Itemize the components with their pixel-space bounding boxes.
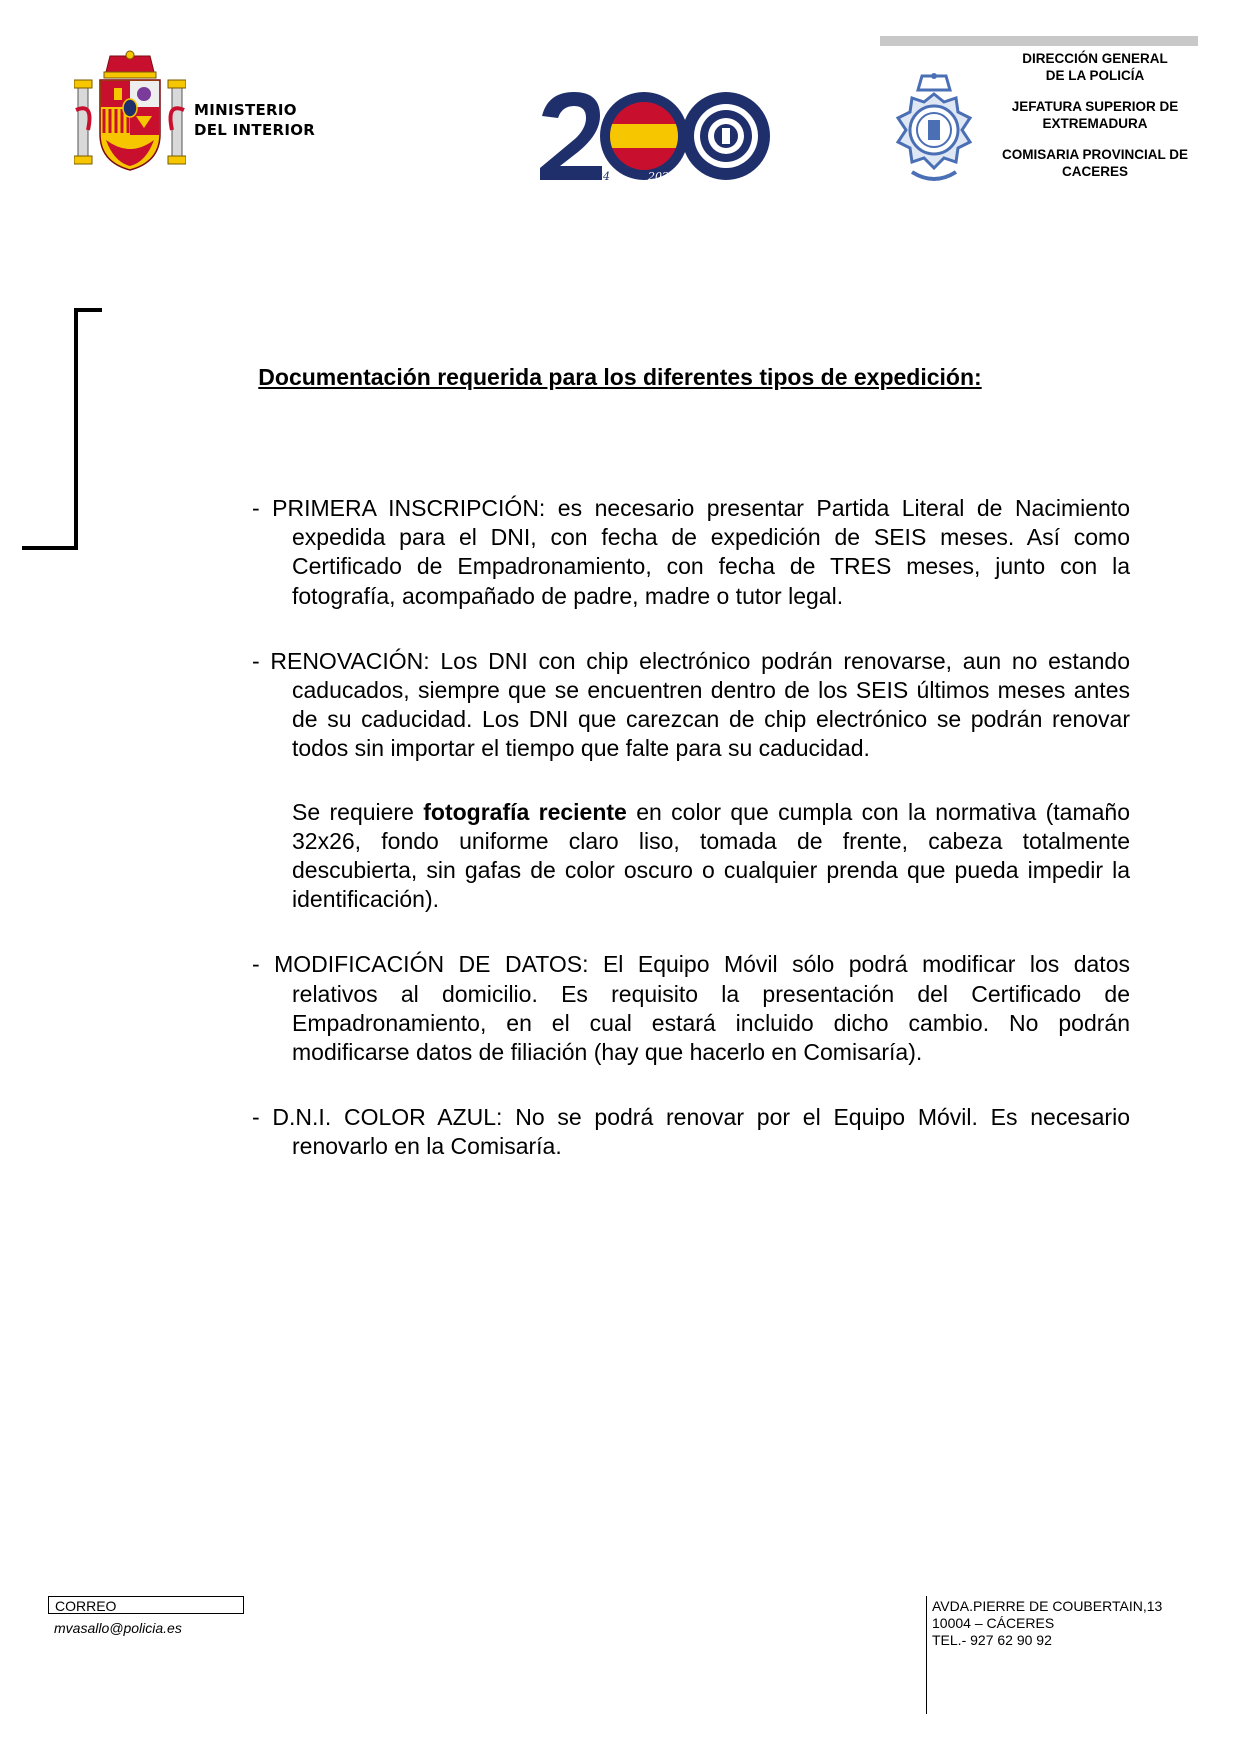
jefatura-line-2: EXTREMADURA bbox=[1042, 116, 1148, 131]
header-gray-bar bbox=[880, 36, 1198, 46]
document-title: Documentación requerida para los diferentes tipos de expedición: bbox=[258, 364, 982, 390]
item-fotografia bbox=[252, 798, 1130, 915]
jefatura-line-1: JEFATURA SUPERIOR DE bbox=[1011, 99, 1179, 114]
dg-line-1: DIRECCIÓN GENERAL bbox=[1022, 51, 1168, 66]
contact-email: mvasallo@policia.es bbox=[54, 1620, 182, 1636]
svg-text:2024: 2024 bbox=[648, 170, 676, 183]
anniversary-200-logo bbox=[538, 88, 774, 184]
item-modificacion-datos: - MODIFICACIÓN DE DATOS: El Equipo Móvil sólo podrá modificar los datos relativos al domicilio. Es requisito la presentación del Certificado de Empadronamiento, en el cual estará incluido dicho cambio. No podrán modificarse datos de filiación (hay que hacerlo en Comisaría). bbox=[252, 951, 1130, 1066]
address-block bbox=[932, 1598, 1162, 1649]
margin-bracket bbox=[20, 308, 110, 558]
ministry-line-1: MINISTERIO bbox=[194, 101, 297, 119]
address-line-2: 10004 – CÁCERES bbox=[932, 1615, 1055, 1631]
ministry-name bbox=[194, 100, 364, 140]
address-line-3: TEL.- 927 62 90 92 bbox=[932, 1632, 1052, 1648]
coat-of-arms-icon bbox=[74, 50, 186, 176]
foto-text-bold: fotografía reciente bbox=[423, 798, 627, 825]
foto-text-post: en color que cumpla con la normativa (tamaño 32x26, fondo uniforme claro liso, tomada de frente, cabeza totalmente descubierta, sin gafas de color oscuro o cualquier prenda que pueda impedir la identificación). bbox=[292, 798, 1130, 913]
ministry-block bbox=[74, 50, 316, 176]
document-body bbox=[252, 494, 1130, 1198]
comisaria-line-2: CACERES bbox=[1061, 164, 1128, 179]
comisaria-line-1: COMISARIA PROVINCIAL DE bbox=[1001, 147, 1188, 162]
police-badge-icon bbox=[892, 72, 976, 190]
police-header-text bbox=[984, 50, 1206, 194]
item-dni-color-azul: - D.N.I. COLOR AZUL: No se podrá renovar por el Equipo Móvil. Es necesario renovarlo en la Comisaría. bbox=[252, 1104, 1130, 1160]
item-renovacion: - RENOVACIÓN: Los DNI con chip electrónico podrán renovarse, aun no estando caducados, siempre que se encuentren dentro de los SEIS últimos meses antes de su caducidad. Los DNI que carezcan de chip electrónico se podrán renovar todos sin importar el tiempo que falte para su caducidad. bbox=[252, 647, 1130, 762]
correo-label: CORREO bbox=[48, 1596, 244, 1614]
item-primera-inscripcion: - PRIMERA INSCRIPCIÓN: es necesario presentar Partida Literal de Nacimiento expedida para el DNI, con fecha de expedición de SEIS meses. Así como Certificado de Empadronamiento, con fecha de TRES meses, junto con la fotografía, acompañado de padre, madre o tutor legal. bbox=[252, 495, 1130, 609]
address-divider bbox=[926, 1596, 927, 1714]
foto-text-pre: Se requiere bbox=[292, 798, 424, 825]
svg-text:1824: 1824 bbox=[582, 170, 610, 183]
ministry-line-2: DEL INTERIOR bbox=[194, 121, 316, 139]
dg-line-2: DE LA POLICÍA bbox=[1045, 68, 1145, 83]
address-line-1: AVDA.PIERRE DE COUBERTAIN,13 bbox=[932, 1598, 1163, 1614]
